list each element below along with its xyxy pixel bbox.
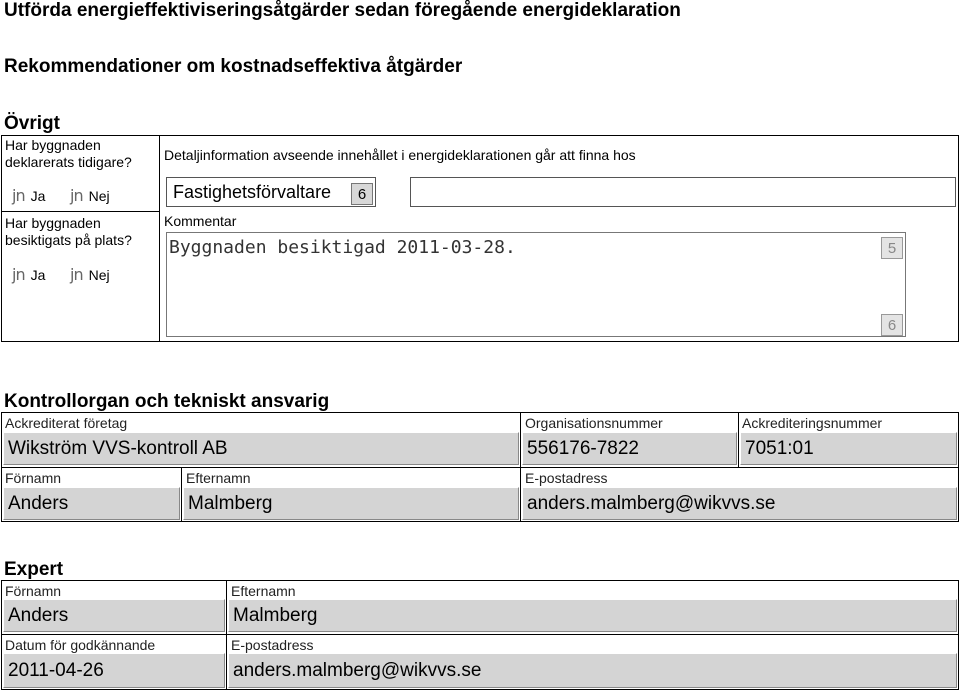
datum-godkannande-value: 2011-04-26	[8, 659, 104, 681]
expert-efternamn-value: Malmberg	[233, 604, 318, 626]
kontroll-fornamn-field	[3, 487, 180, 520]
kontroll-efternamn-label: Efternamn	[186, 470, 251, 486]
kontroll-efternamn-field	[183, 487, 519, 520]
radio-besiktigats-nej[interactable]	[70, 265, 110, 285]
radio-label-ja: Ja	[30, 266, 46, 283]
ackrediteringsnummer-label: Ackrediteringsnummer	[742, 415, 883, 431]
ackrediteringsnummer-value: 7051:01	[745, 437, 814, 459]
expert-efternamn-label: Efternamn	[231, 583, 296, 599]
kontroll-epost-value: anders.malmberg@wikvvs.se	[527, 492, 776, 514]
radio-button-icon: jn	[70, 265, 83, 284]
radio-besiktigats-ja[interactable]	[12, 265, 45, 285]
expert-fornamn-value: Anders	[8, 604, 69, 626]
datum-godkannande-label: Datum för godkännande	[5, 637, 156, 653]
expert-epost-value: anders.malmberg@wikvvs.se	[233, 659, 482, 681]
ackrediteringsnummer-field	[740, 432, 957, 465]
datum-godkannande-field	[3, 653, 225, 688]
expert-efternamn-field	[228, 599, 957, 632]
ackrediterat-foretag-field	[3, 432, 519, 465]
ovrigt-question-divider	[1, 211, 159, 212]
kontroll-fornamn-label: Förnamn	[5, 470, 62, 486]
kontroll-epost-label: E-postadress	[525, 470, 608, 486]
question-deklarerats-tidigare: Har byggnaden deklarerats tidigare?	[5, 137, 132, 170]
expert-fornamn-label: Förnamn	[5, 583, 62, 599]
kommentar-textarea[interactable]	[166, 232, 906, 337]
radio-button-icon: jn	[70, 186, 83, 205]
heading-kontrollorgan: Kontrollorgan och tekniskt ansvarig	[4, 391, 330, 412]
expert-epost-label: E-postadress	[231, 637, 314, 653]
radio-deklarerats-ja[interactable]	[12, 186, 45, 206]
kontroll-efternamn-value: Malmberg	[188, 492, 273, 514]
kontrollorgan-col-divider	[738, 412, 739, 467]
radio-label-ja: Ja	[30, 187, 46, 204]
kontrollorgan-col-divider	[520, 412, 521, 522]
radio-button-icon: jn	[12, 265, 25, 284]
ovrigt-divider	[159, 135, 160, 342]
radio-label-nej: Nej	[88, 266, 110, 283]
kontrollorgan-row-divider	[1, 467, 959, 468]
ackrediterat-foretag-value: Wikström VVS-kontroll AB	[8, 437, 228, 459]
radio-button-icon: jn	[12, 186, 25, 205]
organisationsnummer-label: Organisationsnummer	[525, 415, 663, 431]
detaljinformation-select[interactable]	[166, 177, 376, 207]
radio-deklarerats-nej[interactable]	[70, 186, 110, 206]
heading-utforda-atgarder: Utförda energieffektiviseringsåtgärder sedan föregående energideklaration	[4, 0, 681, 21]
expert-epost-field	[228, 653, 957, 688]
organisationsnummer-field	[522, 432, 737, 465]
question-besiktigats-pa-plats: Har byggnaden besiktigats på plats?	[5, 215, 132, 248]
expert-row-divider	[1, 634, 959, 635]
heading-ovrigt: Övrigt	[4, 113, 60, 134]
detaljinformation-label: Detaljinformation avseende innehållet i energideklarationen går att finna hos	[164, 147, 636, 163]
kommentar-value: Byggnaden besiktigad 2011-03-28.	[169, 237, 516, 258]
kontroll-epost-field	[522, 487, 957, 520]
kontrollorgan-col-divider	[181, 467, 182, 522]
kommentar-label: Kommentar	[164, 213, 237, 229]
heading-rekommendationer: Rekommendationer om kostnadseffektiva åtgärder	[4, 56, 463, 77]
detaljinformation-value: Fastighetsförvaltare	[173, 181, 332, 202]
radio-label-nej: Nej	[88, 187, 110, 204]
ackrediterat-foretag-label: Ackrediterat företag	[5, 415, 128, 431]
detaljinformation-extra-field[interactable]	[410, 177, 956, 207]
chevron-down-icon[interactable]: 6	[351, 183, 373, 205]
expert-fornamn-field	[3, 599, 225, 632]
scroll-down-icon[interactable]: 6	[881, 314, 903, 336]
heading-expert: Expert	[4, 559, 64, 580]
expert-col-divider	[226, 580, 227, 690]
scroll-up-icon[interactable]: 5	[881, 237, 903, 259]
kontroll-fornamn-value: Anders	[8, 492, 69, 514]
organisationsnummer-value: 556176-7822	[527, 437, 639, 459]
